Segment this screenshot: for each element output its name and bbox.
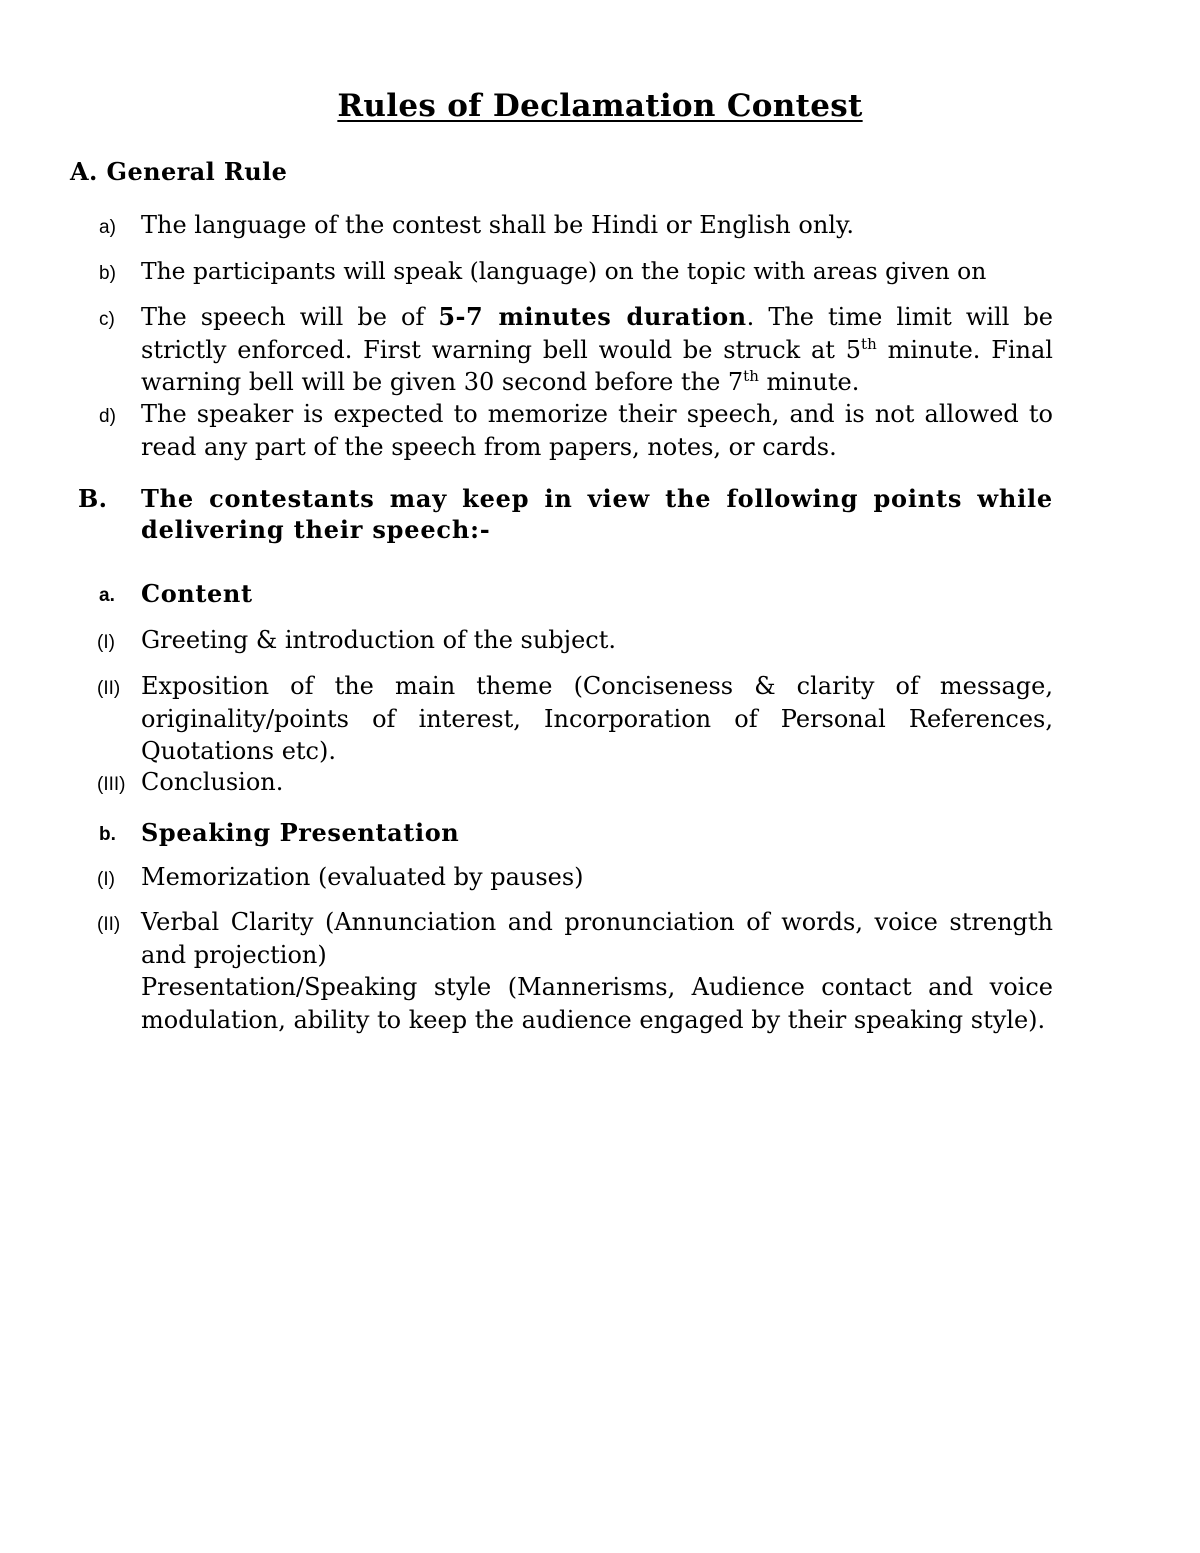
list-item: Greeting & introduction of the subject. (141, 626, 617, 654)
section-a-heading (70, 157, 287, 186)
subsection-heading-content: Content (141, 579, 253, 608)
list-item: The speaker is expected to memorize their speech, and is not allowed to read any part of the speech from papers, notes, or cards. (141, 400, 1053, 461)
list-item-continuation: Presentation/Speaking style (Mannerisms, Audience contact and voice modulation, ability to keep the audience engaged by their speaking style). (141, 973, 1053, 1034)
list-item: The participants will speak (language) on the topic with areas given on (141, 257, 987, 285)
item-marker: (II) (97, 678, 121, 699)
item-marker: b) (99, 263, 116, 284)
list-item: Exposition of the main theme (Conciseness & clarity of message, originality/points of interest, Incorporation of Personal References, Quotations etc). (141, 672, 1053, 765)
item-marker: (I) (97, 869, 115, 890)
section-a-marker: A. (70, 157, 98, 186)
section-b-marker: B. (78, 484, 108, 513)
list-item (141, 906, 1053, 1036)
item-marker: (I) (97, 632, 115, 653)
subsection-marker: a. (99, 585, 115, 606)
subsection-heading-speaking: Speaking Presentation (141, 818, 460, 847)
list-item: The speech will be of 5-7 minutes duration. The time limit will be strictly enforced. First warning bell would be struck at 5th minute. Final warning bell will be given 30 second before the 7th minute. (141, 302, 1054, 396)
section-b-heading: The contestants may keep in view the following points while delivering their speech:- (141, 484, 1053, 544)
subsection-marker: b. (99, 824, 116, 845)
duration-text: 5-7 minutes duration (438, 302, 747, 331)
item-marker: c) (99, 309, 115, 330)
item-marker: (III) (97, 774, 126, 795)
list-item: The language of the contest shall be Hindi or English only. (141, 211, 854, 239)
page-title: Rules of Declamation Contest (337, 88, 863, 124)
list-item: Memorization (evaluated by pauses) (141, 863, 584, 891)
item-marker: d) (99, 406, 116, 427)
list-item-text: Verbal Clarity (Annunciation and pronunciation of words, voice strength and projection) (141, 908, 1053, 969)
section-a-title: General Rule (106, 157, 288, 186)
item-marker: (II) (97, 914, 121, 935)
item-marker: a) (99, 217, 116, 238)
list-item: Conclusion. (141, 768, 284, 796)
